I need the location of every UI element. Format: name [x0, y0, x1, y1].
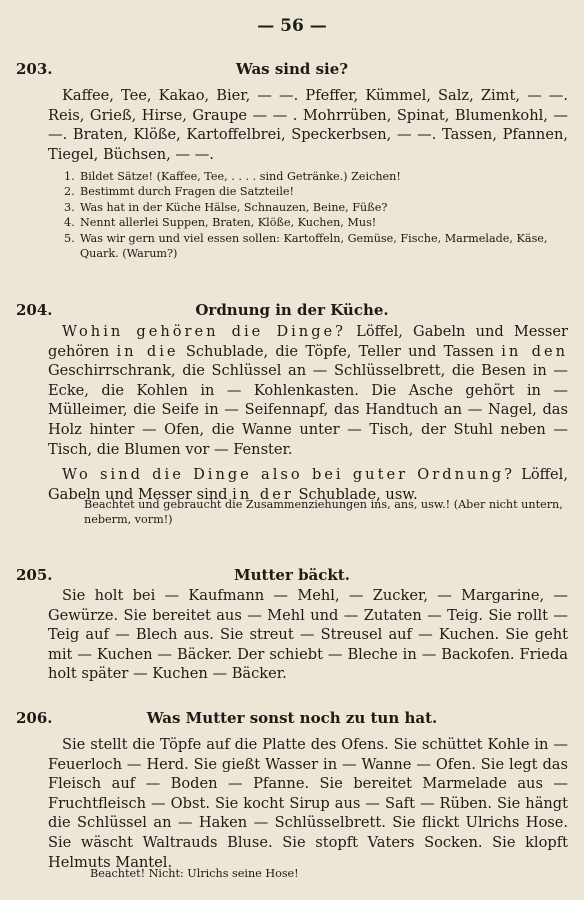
- spaced-phrase: in den: [501, 342, 568, 360]
- task-text: Nennt allerlei Suppen, Braten, Klöße, Kuchen, Mus!: [80, 216, 377, 230]
- exercise-number: 203.: [16, 60, 53, 78]
- exercise-number: 205.: [16, 566, 53, 584]
- exercise-204-text: [48, 322, 568, 504]
- spaced-phrase: in die: [116, 342, 179, 360]
- text-run: Löffel, Gabeln und Messer gehören: [48, 323, 568, 360]
- task-text: Bestimmt durch Fragen die Satzteile!: [80, 185, 295, 199]
- task-text: Was hat in der Küche Hälse, Schnauzen, Beine, Füße?: [80, 200, 388, 214]
- task-number: 5.: [64, 231, 75, 245]
- text-run: Schublade, die Töpfe, Teller und Tassen: [178, 342, 502, 360]
- exercise-title: Mutter bäckt.: [234, 566, 350, 584]
- exercise-number: 206.: [16, 709, 53, 727]
- paragraph: Sie holt bei — Kaufmann — Mehl, — Zucker, — Margarine, — Gewürze. Sie bereitet aus — Mehl und — Zutaten — Teig. Sie rollt — Teig auf — Blech aus. Sie streut — Streusel auf — Kuchen. Sie geht mit — Kuchen — Bäcker. Der schiebt — Bleche in — Backofen. Frieda holt später — Kuchen — Bäcker.: [48, 587, 568, 683]
- exercise-204-note: Beachtet und gebraucht die Zusammenziehungen ins, ans, usw.! (Aber nicht untern, neberm, vorm!): [84, 498, 563, 527]
- text-run: Löffel, Gabeln und Messer sind: [48, 466, 568, 503]
- paragraph: [48, 322, 568, 459]
- text-run: Schublade, usw.: [293, 485, 418, 503]
- task-item: [64, 169, 564, 184]
- exercise-title: Was Mutter sonst noch zu tun hat.: [146, 709, 438, 727]
- paragraph: Kaffee, Tee, Kakao, Bier, — —. Pfeffer, Kümmel, Salz, Zimt, — —. Reis, Grieß, Hirse, Graupe — — . Mohrrüben, Spinat, Blumenkohl, — —. Braten, Klöße, Kartoffelbrei, Speckerbsen, — —. Tassen, Pfannen, Tiegel, Büchsen, — —.: [48, 87, 568, 163]
- text-run: Geschirrschrank, die Schlüssel an — Schlüsselbrett, die Besen in — Ecke, die Kohlen in — Kohlenkasten. Die Asche gehört in — Mülleimer, die Seife in — Seifennapf, das Handtuch an — Nagel, das Holz hinter — Ofen, die Wanne unter — Tisch, der Stuhl neben — Tisch, die Blumen vor — Fenster.: [48, 362, 568, 458]
- exercise-title: Ordnung in der Küche.: [195, 301, 389, 319]
- exercise-number: 204.: [16, 301, 53, 319]
- spaced-phrase: in der: [232, 485, 294, 503]
- exercise-206-note: Beachtet! Nicht: Ulrichs seine Hose!: [90, 867, 299, 880]
- exercise-203-tasks: [64, 169, 564, 261]
- task-item: [64, 231, 564, 262]
- spaced-question: Wohin gehören die Dinge?: [62, 323, 347, 340]
- task-item: [64, 184, 564, 199]
- task-item: [64, 200, 564, 215]
- task-number: 1.: [64, 170, 75, 183]
- task-number: 4.: [64, 216, 75, 230]
- page-number: — 56 —: [257, 16, 327, 36]
- exercise-206-text: [48, 735, 568, 872]
- task-text: Bildet Sätze! (Kaffee, Tee, . . . . sind Getränke.) Zeichen!: [80, 170, 401, 183]
- task-text: Was wir gern und viel essen sollen: Kartoffeln, Gemüse, Fische, Marmelade, Käse, Quark. (Warum?): [80, 231, 548, 261]
- spaced-question: Wo sind die Dinge also bei guter Ordnung?: [62, 466, 515, 484]
- task-number: 3.: [64, 200, 75, 214]
- task-item: [64, 215, 564, 230]
- paragraph: Sie stellt die Töpfe auf die Platte des Ofens. Sie schüttet Kohle in — Feuerloch — Herd. Sie gießt Wasser in — Wanne — Ofen. Sie legt das Fleisch auf — Boden — Pfanne. Sie bereitet Marmelade aus — Fruchtfleisch — Obst. Sie kocht Sirup aus — Saft — Rüben. Sie hängt die Schlüssel an — Haken — Schlüsselbrett. Sie flickt Ulrichs Hose. Sie wäscht Waltrauds Bluse. Sie stopft Vaters Socken. Sie klopft Helmuts Mantel.: [48, 736, 568, 871]
- exercise-title: Was sind sie?: [235, 60, 349, 78]
- task-number: 2.: [64, 185, 75, 199]
- exercise-205-text: [48, 586, 568, 684]
- exercise-203-text: [48, 86, 568, 164]
